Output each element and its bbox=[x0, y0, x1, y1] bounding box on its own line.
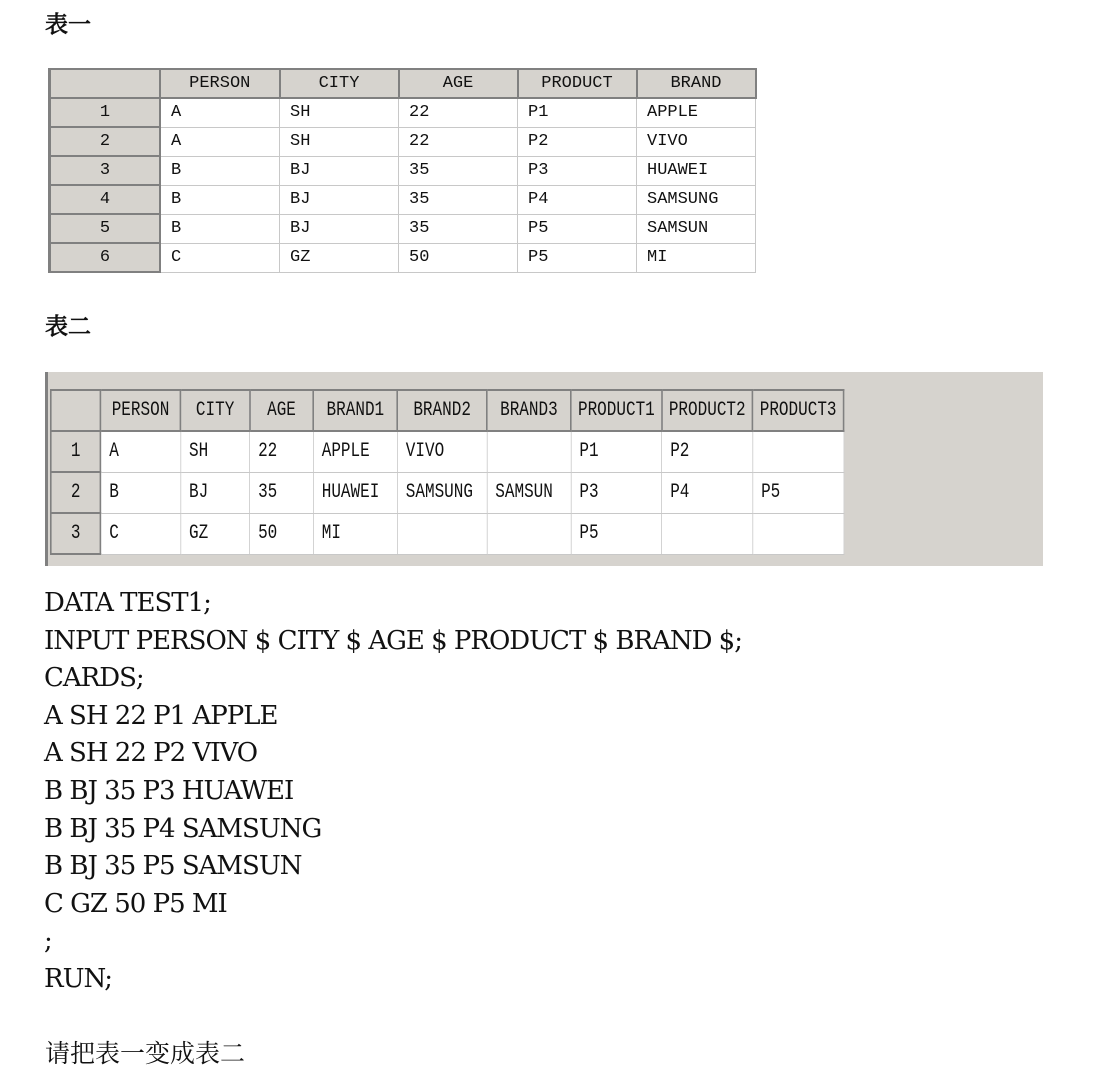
table-row bbox=[50, 214, 756, 243]
table-cell: 35 bbox=[250, 472, 314, 513]
table-row bbox=[50, 156, 756, 185]
table-row bbox=[50, 243, 756, 272]
table-cell: SH bbox=[280, 98, 399, 127]
column-header: PRODUCT3 bbox=[753, 390, 844, 431]
table-cell: 22 bbox=[399, 127, 518, 156]
table-cell: A bbox=[100, 431, 180, 472]
table-cell: P4 bbox=[662, 472, 753, 513]
code-line: A SH 22 P2 VIVO bbox=[44, 738, 258, 769]
table-cell: MI bbox=[313, 513, 397, 554]
heading-table1: 表一 bbox=[45, 12, 91, 38]
row-number: 3 bbox=[50, 156, 161, 185]
column-header: PRODUCT1 bbox=[571, 390, 662, 431]
code-line: C GZ 50 P5 MI bbox=[44, 888, 227, 919]
code-line: B BJ 35 P5 SAMSUN bbox=[44, 851, 302, 882]
table-cell: A bbox=[160, 98, 280, 127]
table-cell: P5 bbox=[753, 472, 844, 513]
table-row bbox=[51, 513, 844, 554]
sas-code bbox=[44, 585, 742, 1036]
table-cell: B bbox=[160, 214, 280, 243]
column-header: PRODUCT2 bbox=[662, 390, 753, 431]
code-line: B BJ 35 P4 SAMSUNG bbox=[44, 813, 322, 844]
table-cell: B bbox=[160, 156, 280, 185]
table-cell: P3 bbox=[518, 156, 637, 185]
table-cell: SAMSUNG bbox=[637, 185, 756, 214]
table-cell: 35 bbox=[399, 156, 518, 185]
row-number: 3 bbox=[51, 513, 101, 554]
row-number: 2 bbox=[51, 472, 101, 513]
table-cell: P2 bbox=[662, 431, 753, 472]
table-cell: SAMSUNG bbox=[397, 472, 487, 513]
table-cell bbox=[753, 431, 844, 472]
code-line: ; bbox=[44, 926, 52, 957]
table-cell: 22 bbox=[250, 431, 314, 472]
row-number: 4 bbox=[50, 185, 161, 214]
table-cell: P1 bbox=[571, 431, 662, 472]
table-cell: GZ bbox=[181, 513, 250, 554]
row-number: 5 bbox=[50, 214, 161, 243]
code-line: CARDS; bbox=[44, 663, 144, 694]
heading-table2: 表二 bbox=[45, 314, 91, 340]
table-cell: GZ bbox=[280, 243, 399, 272]
table-cell: APPLE bbox=[637, 98, 756, 127]
code-line: DATA TEST1; bbox=[44, 588, 211, 618]
table-cell: P5 bbox=[518, 243, 637, 272]
table-cell: SAMSUN bbox=[487, 472, 571, 513]
table-cell: P5 bbox=[518, 214, 637, 243]
table-cell: C bbox=[100, 513, 180, 554]
table-cell bbox=[753, 513, 844, 554]
column-header: BRAND2 bbox=[397, 390, 487, 431]
column-header: PERSON bbox=[100, 390, 180, 431]
table-cell: P2 bbox=[518, 127, 637, 156]
table-cell bbox=[487, 431, 571, 472]
column-header: BRAND1 bbox=[313, 390, 397, 431]
table-cell: P1 bbox=[518, 98, 637, 127]
table-cell: 22 bbox=[399, 98, 518, 127]
table-row bbox=[50, 185, 756, 214]
table-cell: BJ bbox=[181, 472, 250, 513]
column-header: PERSON bbox=[160, 69, 280, 98]
table-cell: B bbox=[160, 185, 280, 214]
table-cell bbox=[662, 513, 753, 554]
column-header: AGE bbox=[399, 69, 518, 98]
row-number: 2 bbox=[50, 127, 161, 156]
column-header: PRODUCT bbox=[518, 69, 637, 98]
table-cell: APPLE bbox=[313, 431, 397, 472]
table-cell: 35 bbox=[399, 214, 518, 243]
table-cell: HUAWEI bbox=[637, 156, 756, 185]
column-header: BRAND bbox=[637, 69, 756, 98]
code-line bbox=[44, 999, 742, 1037]
code-line: RUN; bbox=[44, 963, 113, 994]
table-cell: BJ bbox=[280, 214, 399, 243]
table-cell: VIVO bbox=[397, 431, 487, 472]
corner-header bbox=[51, 390, 101, 431]
code-line: INPUT PERSON $ CITY $ AGE $ PRODUCT $ BRAND $; bbox=[44, 625, 742, 656]
table1 bbox=[48, 68, 757, 273]
table-cell: MI bbox=[637, 243, 756, 272]
table-row bbox=[50, 127, 756, 156]
table2-window bbox=[45, 372, 1043, 566]
code-line: B BJ 35 P3 HUAWEI bbox=[44, 775, 294, 806]
table-cell: A bbox=[160, 127, 280, 156]
table-cell: SH bbox=[280, 127, 399, 156]
table-row bbox=[50, 98, 756, 127]
table-cell bbox=[487, 513, 571, 554]
table-cell: P5 bbox=[571, 513, 662, 554]
table2 bbox=[50, 389, 844, 555]
corner-header bbox=[50, 69, 161, 98]
table-cell: 50 bbox=[250, 513, 314, 554]
column-header: AGE bbox=[250, 390, 314, 431]
row-number: 1 bbox=[50, 98, 161, 127]
table-cell: P4 bbox=[518, 185, 637, 214]
row-number: 1 bbox=[51, 431, 101, 472]
code-line: A SH 22 P1 APPLE bbox=[44, 700, 278, 731]
column-header: BRAND3 bbox=[487, 390, 571, 431]
table-row bbox=[51, 431, 844, 472]
question-text: 请把表一变成表二 bbox=[45, 1039, 246, 1068]
table-cell: 35 bbox=[399, 185, 518, 214]
table-cell: BJ bbox=[280, 185, 399, 214]
table-cell bbox=[397, 513, 487, 554]
column-header: CITY bbox=[181, 390, 250, 431]
column-header: CITY bbox=[280, 69, 399, 98]
table-cell: BJ bbox=[280, 156, 399, 185]
table-cell: SH bbox=[181, 431, 250, 472]
table-cell: 50 bbox=[399, 243, 518, 272]
table-cell: HUAWEI bbox=[313, 472, 397, 513]
table-cell: B bbox=[100, 472, 180, 513]
table-cell: C bbox=[160, 243, 280, 272]
table-cell: P3 bbox=[571, 472, 662, 513]
row-number: 6 bbox=[50, 243, 161, 272]
table-cell: SAMSUN bbox=[637, 214, 756, 243]
table-row bbox=[51, 472, 844, 513]
table-cell: VIVO bbox=[637, 127, 756, 156]
